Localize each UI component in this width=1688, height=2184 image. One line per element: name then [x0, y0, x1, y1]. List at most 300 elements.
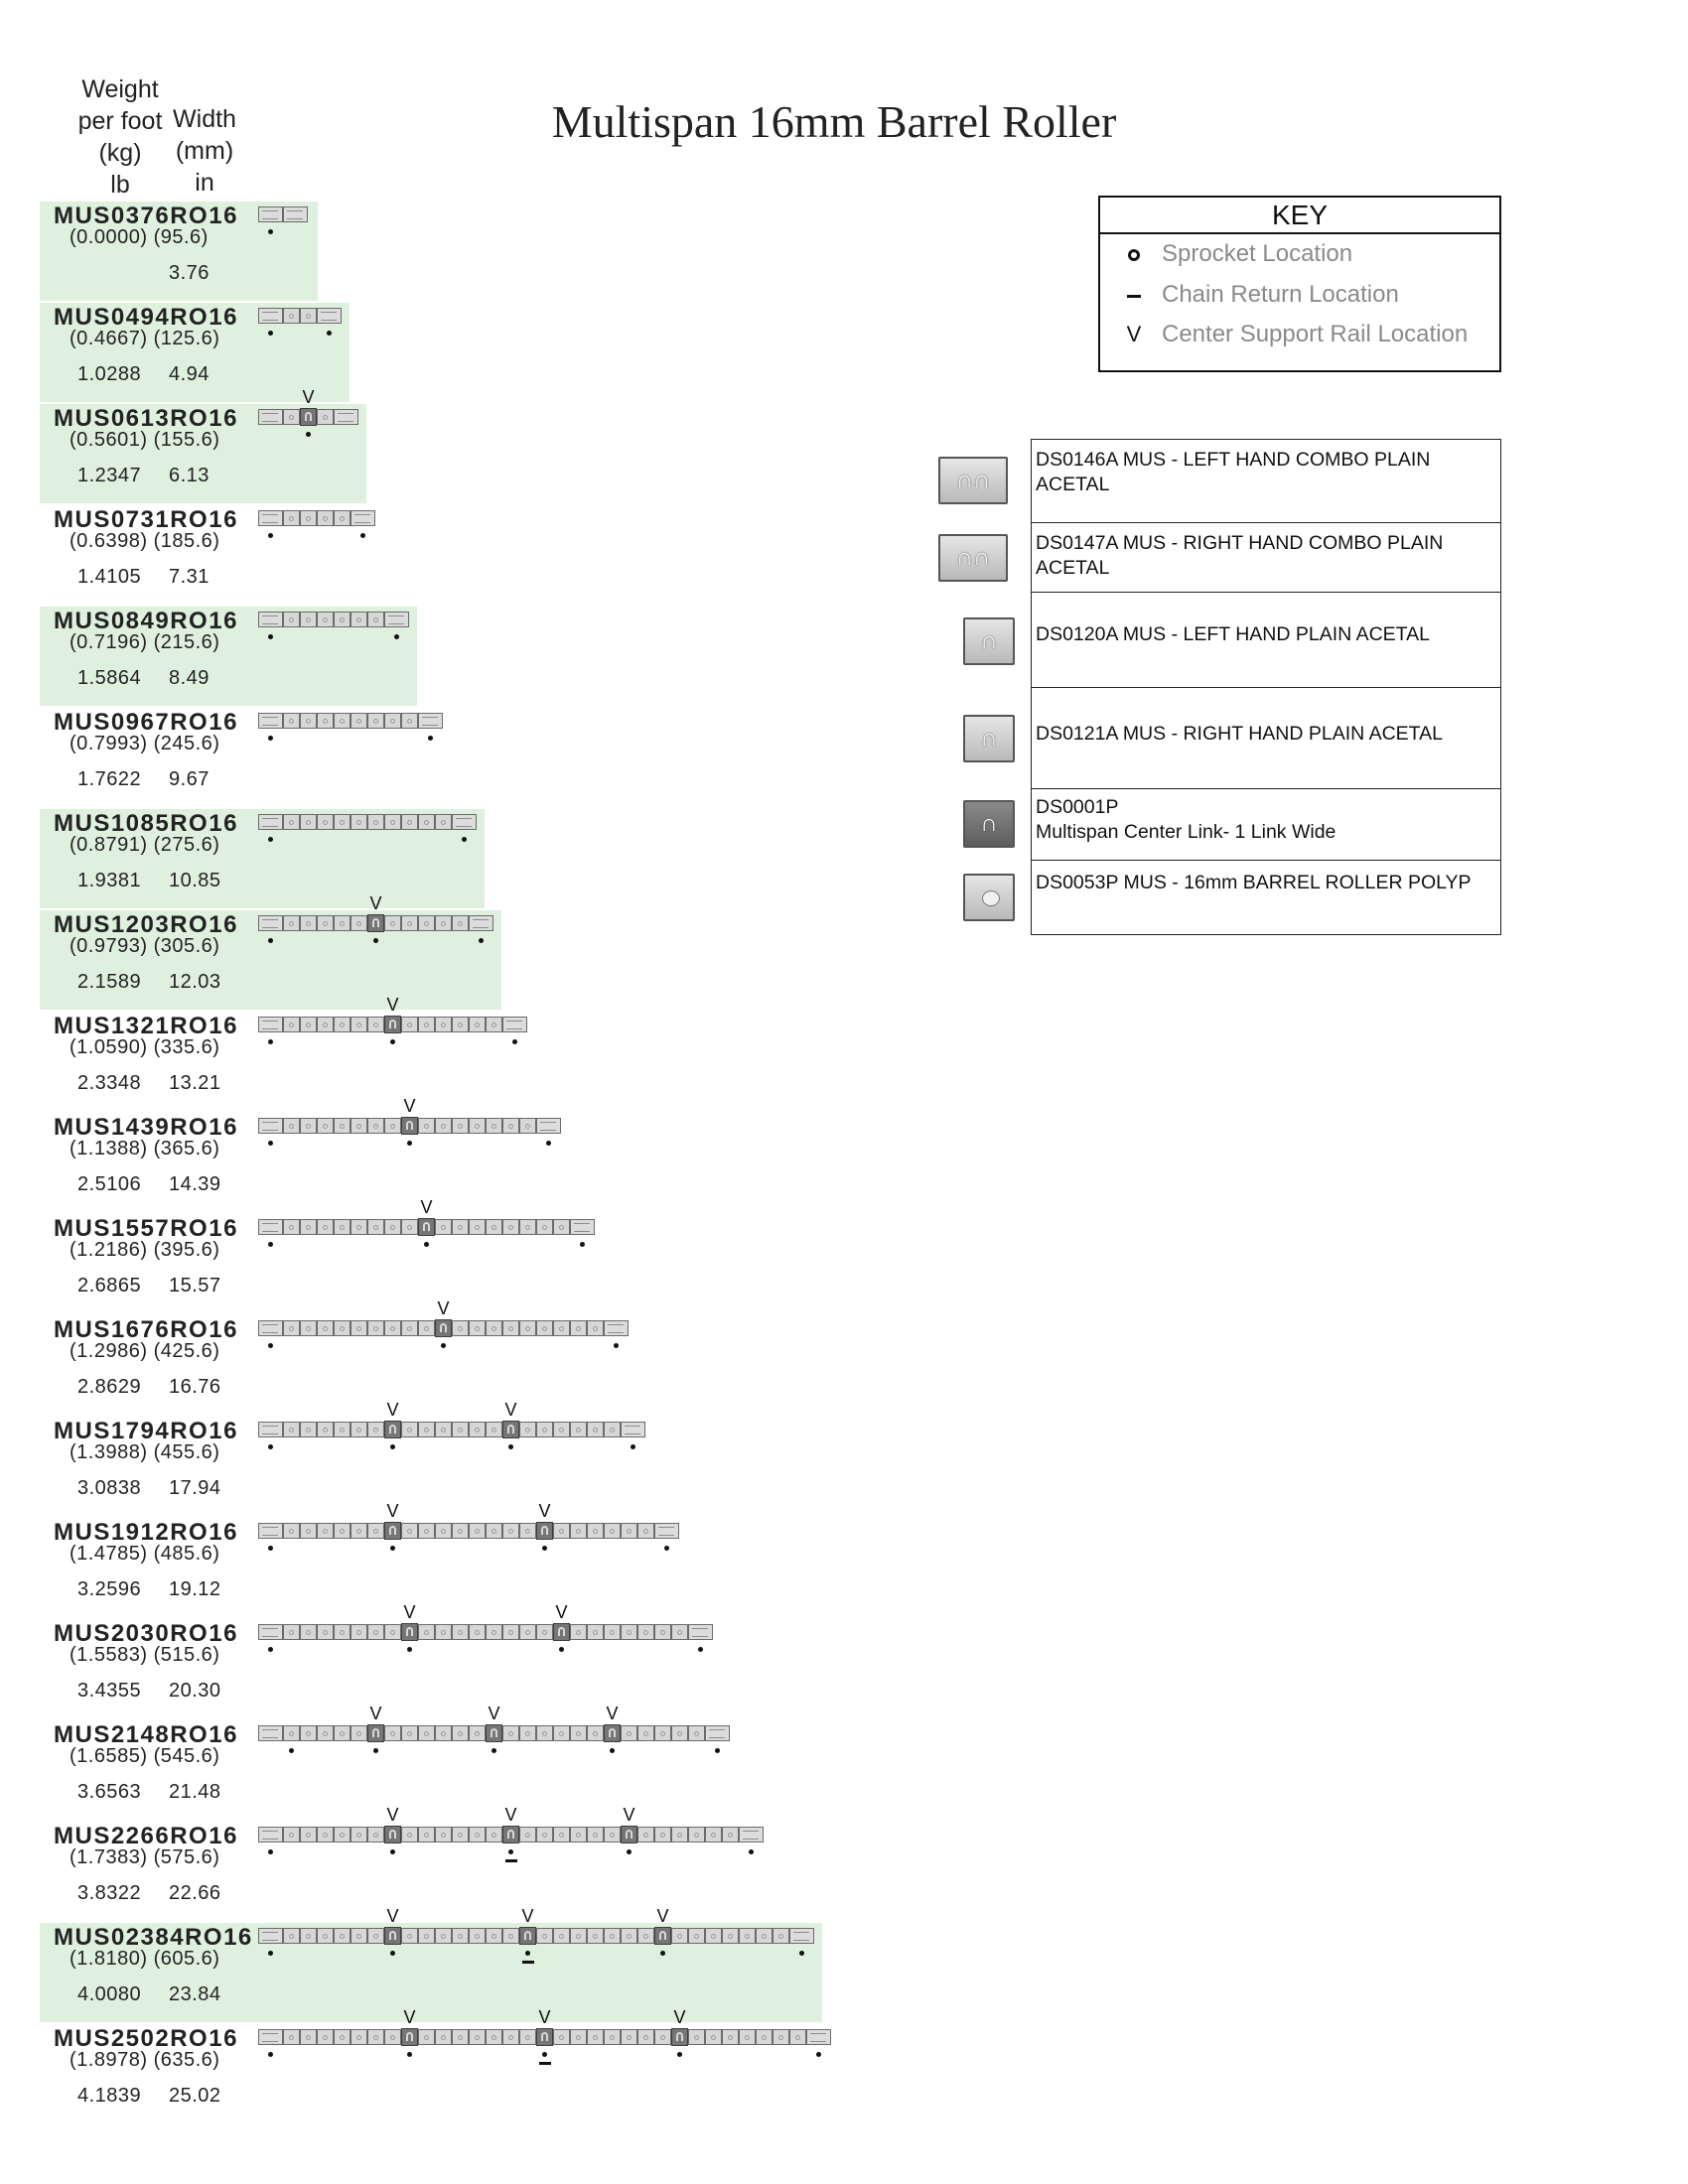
barrel-roller-link: [587, 1725, 604, 1741]
barrel-roller-link: [502, 1320, 519, 1336]
barrel-roller-link: [621, 2029, 637, 2045]
sprocket-dot: [289, 1748, 294, 1753]
sprocket-dot: [373, 938, 378, 943]
barrel-roller-link: [519, 1219, 536, 1235]
sprocket-dot: [441, 1343, 446, 1348]
belt-row: [40, 505, 1033, 605]
belt-row: [40, 2007, 1033, 2123]
barrel-roller-link: [452, 2029, 469, 2045]
barrel-roller-link: [401, 1017, 418, 1032]
barrel-roller-link: [654, 2029, 671, 2045]
width-mm: (155.6): [153, 429, 220, 451]
width-mm: (605.6): [153, 1948, 220, 1970]
barrel-roller-link: [654, 1827, 671, 1843]
center-support-v-icon: V: [538, 2007, 551, 2027]
weight-kg: (1.2186): [70, 1239, 148, 1261]
barrel-roller-link: [401, 1523, 418, 1539]
weight-kg: (1.2986): [70, 1340, 148, 1362]
weight-kg: (1.8180): [70, 1948, 148, 1970]
edge-combo-link: [789, 1928, 814, 1944]
sprocket-dot: [407, 2052, 412, 2057]
center-link: [502, 1421, 519, 1438]
barrel-roller-link: [452, 1017, 469, 1032]
part-row: ∩∩ DS0146A MUS - LEFT HAND COMBO PLAIN ACETAL: [1031, 439, 1501, 524]
edge-combo-link: [570, 1219, 595, 1235]
belt-row: [40, 809, 1033, 908]
barrel-roller-link: [469, 1928, 486, 1944]
weight-kg: (0.6398): [70, 530, 148, 552]
sprocket-dot: [525, 1951, 530, 1956]
barrel-roller-link: [621, 1624, 637, 1640]
center-link: [553, 1623, 570, 1641]
barrel-roller-link: [283, 1118, 300, 1134]
barrel-roller-link: [418, 2029, 435, 2045]
barrel-roller-link: [486, 1523, 502, 1539]
barrel-roller-link: [283, 814, 300, 830]
page-title: Multispan 16mm Barrel Roller: [551, 96, 1117, 147]
part-number: MUS0731RO16: [54, 506, 238, 533]
width-mm: (545.6): [153, 1745, 220, 1767]
part-number: MUS1676RO16: [54, 1316, 238, 1343]
barrel-roller-link: [486, 1017, 502, 1032]
part-number: MUS1085RO16: [54, 810, 238, 837]
barrel-roller-link: [621, 1725, 637, 1741]
barrel-roller-link: [637, 1827, 654, 1843]
sprocket-dot: [268, 2052, 273, 2057]
sprocket-dot: [390, 1849, 395, 1854]
barrel-roller-link: [334, 1928, 351, 1944]
width-column-header: Width (mm) in: [173, 105, 236, 197]
right-hand-plain-icon: ∩: [963, 715, 1015, 762]
sprocket-dot: [268, 938, 273, 943]
chain-layout: [258, 814, 477, 832]
barrel-roller-link: [283, 2029, 300, 2045]
center-support-v-icon: V: [386, 995, 399, 1015]
sprocket-dot: [390, 1444, 395, 1449]
width-mm: (95.6): [153, 226, 209, 248]
barrel-roller-link: [722, 2029, 739, 2045]
sprocket-dot: [664, 1546, 669, 1551]
weight-lb: 4.0080: [77, 1983, 142, 2005]
barrel-roller-link: [553, 1422, 570, 1437]
barrel-roller-link: [604, 1422, 621, 1437]
width-mm: (125.6): [153, 328, 220, 349]
sprocket-dot: [327, 331, 332, 336]
edge-combo-link: [258, 409, 283, 425]
center-support-v-icon: V: [673, 2007, 686, 2027]
part-number: MUS2502RO16: [54, 2025, 238, 2052]
barrel-roller-link: [469, 1017, 486, 1032]
width-mm: (485.6): [153, 1543, 220, 1565]
width-in: 20.30: [169, 1680, 221, 1702]
part-row: ∩ DS0001P Multispan Center Link- 1 Link Wide: [1031, 788, 1501, 862]
barrel-roller-link: [317, 1523, 334, 1539]
sprocket-dot: [508, 1849, 513, 1854]
width-in: 23.84: [169, 1983, 221, 2005]
center-link: [401, 1623, 418, 1641]
center-support-v-icon: V: [538, 1501, 551, 1521]
edge-combo-link: [258, 713, 283, 729]
edge-combo-link: [258, 1624, 283, 1640]
barrel-roller-link: [536, 1827, 553, 1843]
barrel-roller-link: [519, 2029, 536, 2045]
barrel-roller-link: [351, 1017, 367, 1032]
weight-kg: (0.4667): [70, 328, 148, 349]
barrel-roller-link: [519, 1523, 536, 1539]
barrel-roller-link: [519, 1422, 536, 1437]
barrel-roller-link: [351, 1219, 367, 1235]
part-number: MUS0613RO16: [54, 405, 238, 432]
barrel-roller-link: [317, 713, 334, 729]
barrel-roller-link: [570, 1827, 587, 1843]
chain-layout: [258, 893, 493, 933]
chain-return-icon: [1124, 278, 1144, 312]
barrel-roller-link: [536, 1725, 553, 1741]
barrel-roller-link: [637, 1725, 654, 1741]
barrel-roller-link: [334, 814, 351, 830]
weight-kg: (0.8791): [70, 834, 148, 856]
chain-layout: [258, 995, 527, 1034]
barrel-roller-link: [688, 1928, 705, 1944]
barrel-roller-link: [367, 1219, 384, 1235]
barrel-roller-link: [418, 814, 435, 830]
barrel-roller-link: [418, 1624, 435, 1640]
barrel-roller-link: [452, 1624, 469, 1640]
barrel-roller-link: [519, 1725, 536, 1741]
barrel-roller-link: [756, 2029, 773, 2045]
width-mm: (515.6): [153, 1644, 220, 1666]
barrel-roller-link: [553, 1523, 570, 1539]
edge-combo-link: [469, 915, 493, 931]
barrel-roller-link: [283, 612, 300, 627]
width-in: 22.66: [169, 1882, 221, 1904]
barrel-roller-link: [317, 2029, 334, 2045]
edge-combo-link: [452, 814, 477, 830]
center-link: [367, 914, 384, 932]
barrel-roller-link: [536, 1624, 553, 1640]
width-in: 7.31: [169, 566, 210, 588]
barrel-roller-link: [367, 1827, 384, 1843]
barrel-roller-link: [435, 1725, 452, 1741]
barrel-roller-link: [283, 1320, 300, 1336]
center-support-v-icon: V: [369, 1704, 382, 1723]
sprocket-dot: [407, 1647, 412, 1652]
barrel-roller-link: [300, 1118, 317, 1134]
barrel-roller-link: [351, 1624, 367, 1640]
edge-combo-link: [258, 1928, 283, 1944]
sprocket-dot: [508, 1444, 513, 1449]
barrel-roller-link: [283, 1523, 300, 1539]
barrel-roller-link: [722, 1928, 739, 1944]
sprocket-dot: [424, 1242, 429, 1247]
part-number: MUS1203RO16: [54, 911, 238, 938]
barrel-roller-link: [435, 1523, 452, 1539]
barrel-roller-link: [435, 1827, 452, 1843]
barrel-roller-link: [418, 1118, 435, 1134]
width-mm: (635.6): [153, 2049, 220, 2071]
weight-kg: (1.3988): [70, 1441, 148, 1463]
edge-combo-link: [258, 1422, 283, 1437]
sprocket-dot: [268, 1951, 273, 1956]
belt-row: [40, 1704, 1033, 1820]
belt-row: [40, 202, 1033, 301]
part-number: MUS2148RO16: [54, 1721, 238, 1748]
barrel-roller-link: [637, 1523, 654, 1539]
right-hand-combo-icon: ∩∩: [938, 534, 1008, 582]
barrel-roller-link: [688, 2029, 705, 2045]
barrel-roller-link: [334, 1118, 351, 1134]
edge-combo-link: [418, 713, 443, 729]
barrel-roller-link: [384, 2029, 401, 2045]
barrel-roller-link: [283, 915, 300, 931]
barrel-roller-link: [519, 1624, 536, 1640]
edge-combo-link: [536, 1118, 561, 1134]
barrel-roller-link: [621, 1928, 637, 1944]
barrel-roller-link: [486, 2029, 502, 2045]
weight-kg-width-mm: [70, 1843, 219, 1871]
center-link-icon: ∩: [963, 800, 1015, 848]
barrel-roller-link: [688, 1827, 705, 1843]
barrel-roller-link: [587, 1624, 604, 1640]
weight-kg-width-mm: [70, 223, 209, 251]
barrel-roller-link: [401, 1827, 418, 1843]
barrel-roller-link: [536, 1219, 553, 1235]
barrel-roller-link: [317, 1017, 334, 1032]
barrel-roller-link: [773, 1928, 789, 1944]
edge-combo-link: [258, 1827, 283, 1843]
barrel-roller-link: [570, 1928, 587, 1944]
barrel-roller-link: [502, 1118, 519, 1134]
barrel-roller-link: [654, 1624, 671, 1640]
barrel-roller-link: [334, 713, 351, 729]
chain-layout: [258, 1096, 561, 1136]
barrel-roller-icon: [963, 874, 1015, 921]
weight-kg: (1.5583): [70, 1644, 148, 1666]
barrel-roller-link: [283, 308, 300, 324]
weight-lb: 2.5106: [77, 1173, 142, 1195]
barrel-roller-link: [300, 1320, 317, 1336]
sprocket-dot: [627, 1849, 632, 1854]
weight-kg: (0.0000): [70, 226, 148, 248]
barrel-roller-link: [502, 2029, 519, 2045]
center-support-v-icon: V: [386, 1805, 399, 1825]
sprocket-dot: [580, 1242, 585, 1247]
barrel-roller-link: [334, 1523, 351, 1539]
barrel-roller-link: [351, 2029, 367, 2045]
sprocket-dot: [360, 533, 365, 538]
barrel-roller-link: [587, 1320, 604, 1336]
part-row: ∩∩ DS0147A MUS - RIGHT HAND COMBO PLAIN ACETAL: [1031, 522, 1501, 594]
center-link: [418, 1218, 435, 1236]
center-link: [435, 1319, 452, 1337]
barrel-roller-link: [671, 1624, 688, 1640]
barrel-roller-link: [452, 1320, 469, 1336]
sprocket-dot: [268, 837, 273, 842]
width-in: 9.67: [169, 768, 210, 790]
barrel-roller-link: [283, 510, 300, 526]
barrel-roller-link: [351, 713, 367, 729]
chain-layout: [258, 1805, 764, 1844]
barrel-roller-link: [502, 1928, 519, 1944]
barrel-roller-link: [317, 915, 334, 931]
barrel-roller-link: [435, 2029, 452, 2045]
barrel-roller-link: [418, 1928, 435, 1944]
edge-combo-link: [258, 1725, 283, 1741]
part-number: MUS1912RO16: [54, 1519, 238, 1546]
weight-lb: 1.2347: [77, 465, 142, 486]
barrel-roller-link: [789, 2029, 806, 2045]
barrel-roller-link: [283, 1624, 300, 1640]
part-number: MUS0376RO16: [54, 203, 238, 229]
barrel-roller-link: [300, 1928, 317, 1944]
width-mm: (215.6): [153, 631, 220, 653]
edge-combo-link: [258, 1523, 283, 1539]
barrel-roller-link: [334, 1725, 351, 1741]
barrel-roller-link: [300, 612, 317, 627]
barrel-roller-link: [469, 1320, 486, 1336]
center-support-v-icon: V: [623, 1805, 635, 1825]
barrel-roller-link: [283, 409, 300, 425]
barrel-roller-link: [722, 1827, 739, 1843]
belt-row: [40, 1805, 1033, 1921]
sprocket-dot: [462, 837, 467, 842]
center-link: [384, 1016, 401, 1033]
belt-row: [40, 995, 1033, 1111]
chain-layout: [258, 2007, 831, 2047]
barrel-roller-link: [452, 915, 469, 931]
barrel-roller-link: [367, 1624, 384, 1640]
weight-lb: 2.6865: [77, 1275, 142, 1297]
barrel-roller-link: [351, 612, 367, 627]
barrel-roller-link: [367, 1523, 384, 1539]
center-link: [384, 1826, 401, 1843]
barrel-roller-link: [621, 1523, 637, 1539]
sprocket-dot: [306, 432, 311, 437]
barrel-roller-link: [334, 510, 351, 526]
weight-kg-width-mm: [70, 426, 219, 454]
chain-layout: [258, 612, 409, 629]
part-number: MUS1321RO16: [54, 1013, 238, 1039]
belt-row: [40, 1197, 1033, 1313]
center-support-v-icon: V: [656, 1906, 669, 1926]
barrel-roller-link: [317, 1118, 334, 1134]
weight-lb: 1.9381: [77, 870, 142, 891]
barrel-roller-link: [367, 1017, 384, 1032]
center-support-v-icon: V: [386, 1501, 399, 1521]
sprocket-dot: [492, 1748, 496, 1753]
barrel-roller-link: [317, 814, 334, 830]
edge-combo-link: [258, 2029, 283, 2045]
width-in: 17.94: [169, 1477, 221, 1499]
weight-kg-width-mm: [70, 1742, 219, 1770]
barrel-roller-link: [300, 1422, 317, 1437]
weight-lb: 3.0838: [77, 1477, 142, 1499]
center-support-v-icon: V: [1126, 322, 1142, 346]
barrel-roller-link: [317, 1928, 334, 1944]
barrel-roller-link: [283, 713, 300, 729]
barrel-roller-link: [384, 1725, 401, 1741]
sprocket-dot: [268, 1141, 273, 1146]
barrel-roller-link: [283, 1422, 300, 1437]
barrel-roller-link: [300, 915, 317, 931]
barrel-roller-link: [351, 1422, 367, 1437]
sprocket-dot: [546, 1141, 551, 1146]
barrel-roller-link: [435, 1928, 452, 1944]
barrel-roller-link: [384, 1320, 401, 1336]
barrel-roller-link: [519, 1827, 536, 1843]
sprocket-dot: [390, 1951, 395, 1956]
barrel-roller-link: [334, 915, 351, 931]
edge-combo-link: [258, 1017, 283, 1032]
barrel-roller-link: [418, 1320, 435, 1336]
barrel-roller-link: [570, 1523, 587, 1539]
width-in: 12.03: [169, 971, 221, 993]
sprocket-dot: [394, 634, 399, 639]
weight-kg-width-mm: [70, 1540, 219, 1568]
barrel-roller-link: [486, 1118, 502, 1134]
barrel-roller-link: [317, 510, 334, 526]
barrel-roller-link: [553, 1219, 570, 1235]
sprocket-dot: [631, 1444, 635, 1449]
barrel-roller-link: [317, 1219, 334, 1235]
barrel-roller-link: [739, 1928, 756, 1944]
barrel-roller-link: [401, 814, 418, 830]
barrel-roller-link: [519, 1320, 536, 1336]
barrel-roller-link: [317, 409, 334, 425]
barrel-roller-link: [300, 1624, 317, 1640]
center-link: [401, 2028, 418, 2046]
barrel-roller-link: [773, 2029, 789, 2045]
barrel-roller-link: [367, 814, 384, 830]
barrel-roller-link: [705, 2029, 722, 2045]
width-in: 15.57: [169, 1275, 221, 1297]
width-mm: (245.6): [153, 733, 220, 754]
barrel-roller-link: [351, 1320, 367, 1336]
barrel-roller-link: [300, 510, 317, 526]
key-legend: [1098, 196, 1501, 372]
barrel-roller-link: [604, 1624, 621, 1640]
chain-layout: [258, 308, 342, 326]
weight-lb: 2.3348: [77, 1072, 142, 1094]
center-link: [300, 408, 317, 426]
barrel-roller-link: [317, 612, 334, 627]
weight-kg-width-mm: [70, 628, 219, 656]
sprocket-dot: [268, 1343, 273, 1348]
barrel-roller-link: [671, 1827, 688, 1843]
width-in: 21.48: [169, 1781, 221, 1803]
weight-kg: (1.4785): [70, 1543, 148, 1565]
barrel-roller-link: [283, 1725, 300, 1741]
barrel-roller-link: [452, 1219, 469, 1235]
center-support-v-icon: V: [403, 2007, 416, 2027]
barrel-roller-link: [300, 713, 317, 729]
barrel-roller-link: [553, 1928, 570, 1944]
weight-kg-width-mm: [70, 527, 219, 555]
barrel-roller-link: [351, 814, 367, 830]
edge-combo-link: [258, 1118, 283, 1134]
width-in: 13.21: [169, 1072, 221, 1094]
barrel-roller-link: [637, 2029, 654, 2045]
sprocket-dot: [715, 1748, 720, 1753]
edge-combo-link: [604, 1320, 629, 1336]
barrel-roller-link: [469, 1118, 486, 1134]
barrel-roller-link: [570, 1725, 587, 1741]
barrel-roller-link: [418, 1422, 435, 1437]
barrel-roller-link: [671, 1725, 688, 1741]
width-in: 10.85: [169, 870, 221, 891]
barrel-roller-link: [401, 915, 418, 931]
barrel-roller-link: [351, 915, 367, 931]
